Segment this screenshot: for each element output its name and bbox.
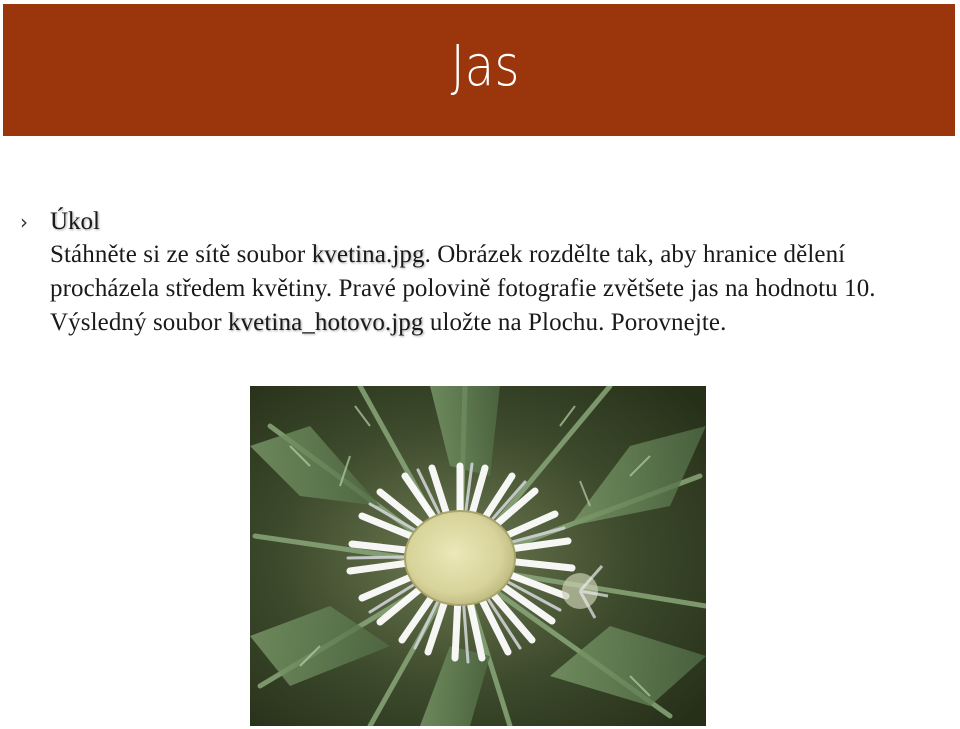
task-heading: Úkol xyxy=(50,208,100,235)
task-text-3: uložte na Plochu. Porovnejte. xyxy=(423,309,727,336)
bullet-chevron-icon: › xyxy=(20,210,28,234)
slide-title: Jas xyxy=(450,33,520,99)
task-paragraph xyxy=(50,238,945,340)
title-bar xyxy=(3,4,955,136)
thistle-flower-photo xyxy=(250,386,706,726)
bullet-item xyxy=(20,208,945,236)
output-filename: kvetina_hotovo.jpg xyxy=(227,309,424,336)
task-text-1: Stáhněte si ze sítě soubor xyxy=(50,241,312,268)
source-filename: kvetina.jpg xyxy=(311,241,425,268)
task-text-2: . Obrázek rozdělte tak, aby hranice dělení procházela středem květiny. Pravé polovině fotografie zvětšete jas na hodnotu 10. Výsledný soubor xyxy=(50,241,876,336)
slide-content xyxy=(20,208,945,340)
